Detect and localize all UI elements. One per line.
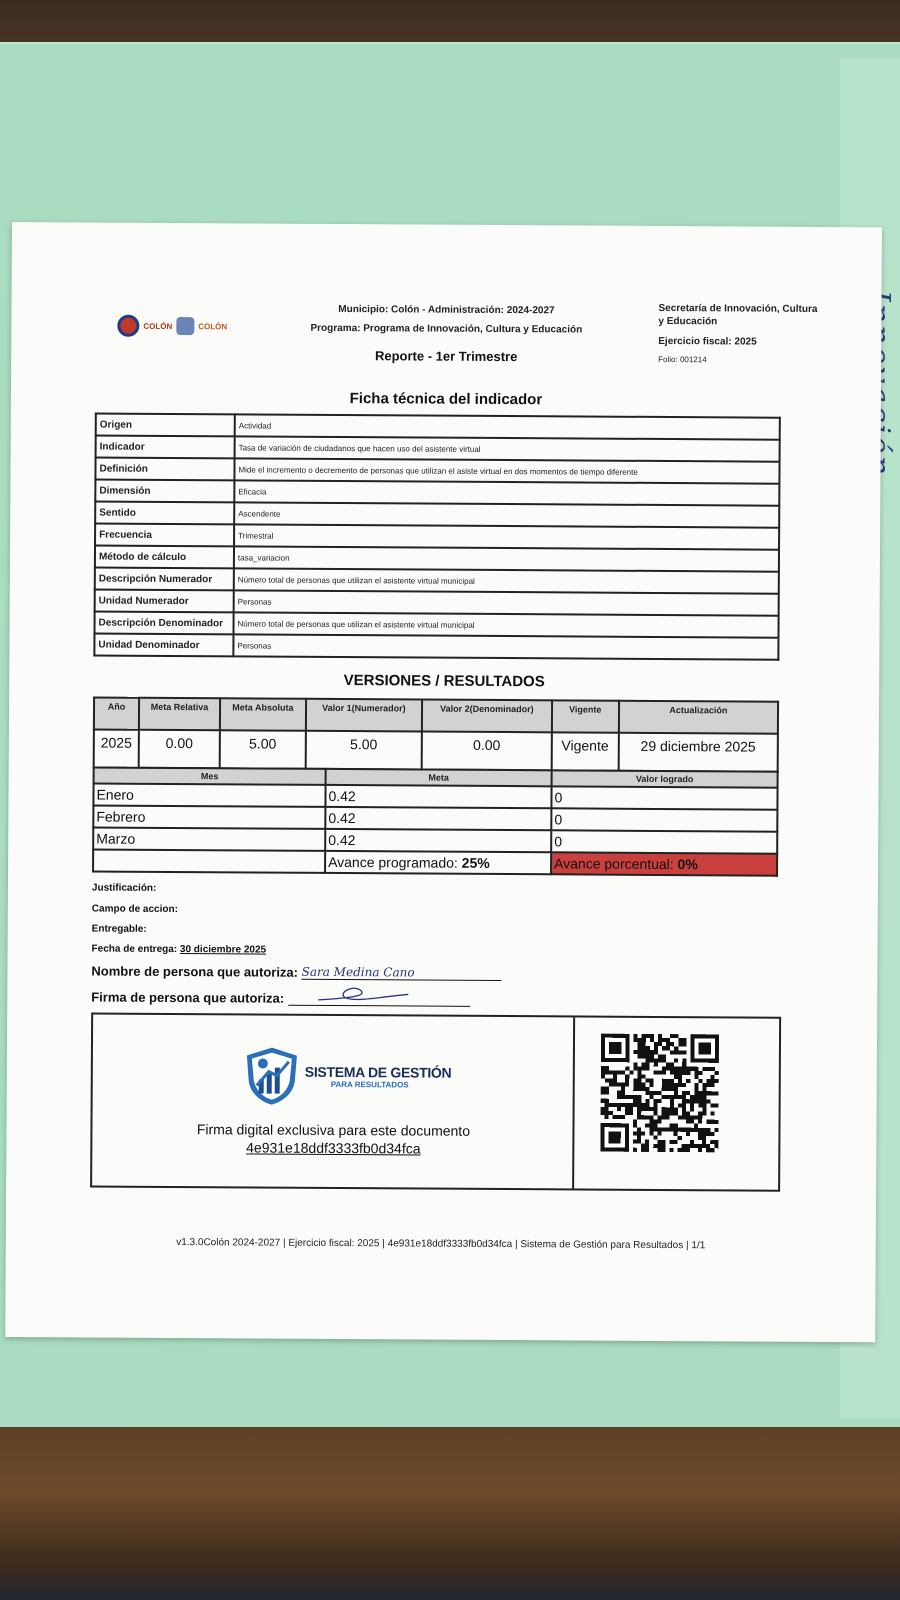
- header-right: [658, 302, 818, 365]
- signature-box-right: [574, 1017, 779, 1189]
- versiones-value: 5.00: [220, 730, 306, 769]
- versiones-header: Vigente: [552, 700, 619, 732]
- sgr-title: SISTEMA DE GESTIÓN: [304, 1063, 452, 1081]
- month-valor: 0: [551, 808, 777, 831]
- ficha-value: Ascendente: [234, 502, 779, 527]
- digital-signature-box: [90, 1012, 781, 1191]
- versiones-value: 0.00: [422, 732, 552, 771]
- versiones-header: Año: [94, 698, 139, 730]
- municipal-logo-icon: [117, 315, 139, 337]
- ficha-value: Tasa de variación de ciudadanos que hacen uso del asistente virtual: [235, 436, 780, 461]
- versiones-table: [93, 697, 779, 773]
- programa-line: Programa: Programa de Innovación, Cultura y Educación: [310, 322, 583, 336]
- ficha-key: Definición: [95, 458, 234, 481]
- ficha-value: Trimestral: [234, 524, 779, 549]
- months-header: Mes: [94, 768, 326, 785]
- header-logos: [117, 315, 227, 338]
- versiones-header: Valor 2(Denominador): [422, 700, 552, 733]
- avance-porcentual-cell: Avance porcentual: 0%: [551, 852, 777, 875]
- desk-surface: [0, 1420, 900, 1600]
- justificacion-label: Justificación:: [91, 882, 157, 894]
- versiones-header: Actualización: [619, 701, 778, 734]
- months-header: Meta: [326, 769, 552, 786]
- versiones-value: Vigente: [551, 732, 618, 770]
- month-valor: 0: [551, 786, 777, 809]
- months-header: Valor logrado: [552, 770, 778, 787]
- month-name: Enero: [93, 784, 325, 807]
- nombre-signature: Sara Medina Cano: [302, 965, 502, 981]
- versiones-value: 0.00: [139, 730, 220, 768]
- avance-programado-cell: Avance programado: 25%: [325, 851, 551, 874]
- nombre-autoriza: Nombre de persona que autoriza: Sara Medina Cano: [91, 963, 501, 981]
- month-name: Marzo: [93, 828, 325, 851]
- sgr-subtitle: PARA RESULTADOS: [330, 1079, 409, 1089]
- ficha-value: Personas: [234, 590, 779, 615]
- sgr-text: [305, 1063, 452, 1089]
- qr-code-icon: [600, 1034, 719, 1153]
- versiones-header: Meta Relativa: [139, 698, 220, 730]
- sgr-shield-icon: [245, 1045, 299, 1105]
- versiones-value: 5.00: [305, 731, 421, 770]
- firma-line: [288, 988, 470, 1007]
- ficha-key: Dimensión: [95, 480, 234, 503]
- versiones-value: 2025: [94, 730, 139, 768]
- ficha-key: Descripción Denominador: [94, 612, 233, 635]
- sgr-logo: [245, 1045, 452, 1106]
- ficha-key: Unidad Denominador: [94, 634, 233, 657]
- versiones-header: Meta Absoluta: [220, 698, 306, 731]
- ficha-value: Actividad: [235, 414, 780, 439]
- months-table: [92, 767, 779, 877]
- report-title: Reporte - 1er Trimestre: [374, 348, 518, 365]
- document-hash: 4e931e18ddf3333fb0d34fca: [246, 1139, 421, 1157]
- ficha-value: Eficacia: [234, 480, 779, 505]
- month-meta: 0.42: [325, 829, 551, 852]
- header-center: [296, 304, 596, 365]
- avance-empty-cell: [93, 850, 325, 873]
- ficha-title: Ficha técnica del indicador: [349, 390, 543, 409]
- ficha-value: Mide el incremento o decremento de personas que utilizan el asiste virtual en dos momentos de tiempo diferente: [234, 458, 779, 483]
- ficha-table: [93, 413, 780, 661]
- ficha-row: [94, 634, 778, 660]
- fecha-entrega: Fecha de entrega: 30 diciembre 2025: [91, 943, 267, 956]
- ficha-key: Método de cálculo: [95, 546, 234, 569]
- month-valor: 0: [551, 830, 777, 853]
- avance-row: [93, 850, 777, 876]
- secretaria-line: Secretaría de Innovación, Cultura y Educación: [658, 302, 818, 328]
- folio-line: Folio: 001214: [658, 354, 707, 365]
- versiones-value: 29 diciembre 2025: [618, 733, 778, 772]
- ficha-value: Número total de personas que utilizan el asistente virtual municipal: [234, 568, 779, 593]
- ficha-key: Descripción Numerador: [95, 568, 234, 591]
- ficha-key: Frecuencia: [95, 524, 234, 547]
- ejercicio-line: Ejercicio fiscal: 2025: [658, 335, 757, 348]
- month-meta: 0.42: [325, 807, 551, 830]
- ficha-value: Personas: [233, 634, 778, 659]
- logo-text-2: COLÓN: [198, 321, 228, 331]
- ficha-value: tasa_variacion: [234, 546, 779, 571]
- signature-scribble-icon: [288, 984, 470, 1005]
- report-page: [5, 222, 882, 1342]
- month-meta: 0.42: [325, 785, 551, 808]
- ficha-key: Unidad Numerador: [95, 590, 234, 613]
- ficha-key: Sentido: [95, 502, 234, 525]
- page-footer: v1.3.0Colón 2024-2027 | Ejercicio fiscal: 2025 | 4e931e18ddf3333fb0d34fca | Sistema de Gestión para Resultados | 1/1: [176, 1237, 706, 1252]
- ficha-key: Origen: [96, 414, 235, 437]
- ficha-value: Número total de personas que utilizan el asistente virtual municipal: [233, 612, 778, 637]
- municipio-line: Municipio: Colón - Administración: 2024-2027: [338, 303, 555, 317]
- firma-digital-text: Firma digital exclusiva para este documento: [196, 1121, 471, 1139]
- municipal-seal-icon: [176, 317, 194, 335]
- signature-box-left: [92, 1015, 575, 1189]
- firma-autoriza: Firma de persona que autoriza:: [91, 986, 470, 1006]
- ficha-key: Indicador: [96, 436, 235, 459]
- campo-accion-label: Campo de accion:: [91, 903, 178, 916]
- entregable-label: Entregable:: [91, 923, 147, 935]
- month-name: Febrero: [93, 806, 325, 829]
- versiones-title: VERSIONES / RESULTADOS: [343, 672, 545, 691]
- versiones-header: Valor 1(Numerador): [306, 699, 422, 732]
- logo-text-1: COLÓN: [143, 321, 173, 331]
